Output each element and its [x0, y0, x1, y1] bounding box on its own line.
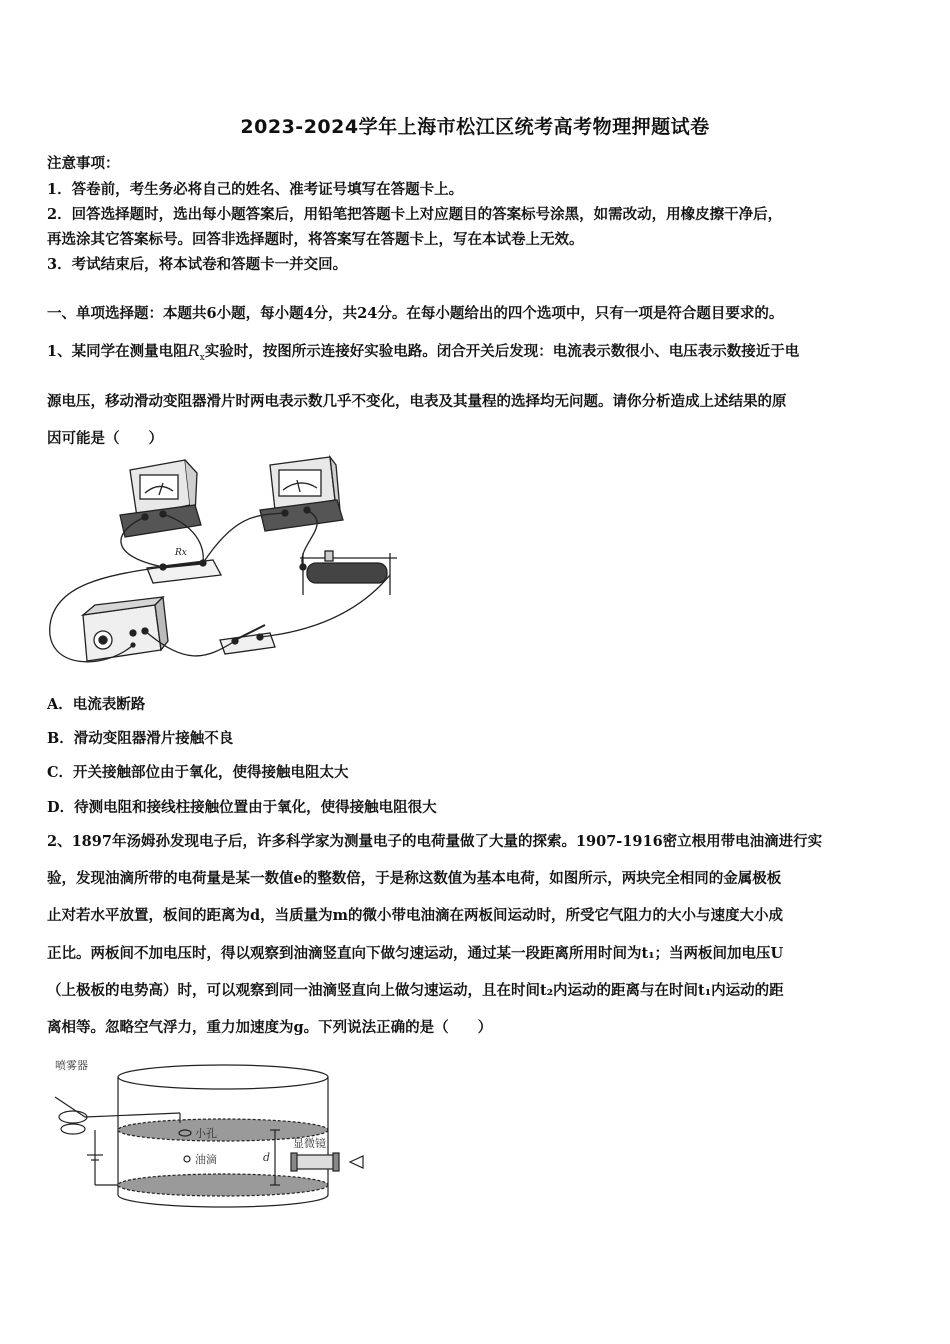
rx-letter: R [187, 341, 200, 360]
option-d: D．待测电阻和接线柱接触位置由于氧化，使得接触电阻很大 [47, 799, 437, 816]
oil-drop-figure [45, 1055, 385, 1215]
d-label: d [263, 1151, 271, 1164]
fig-rx-label: Rx [175, 548, 187, 558]
lower-plate [118, 1174, 328, 1196]
option-c: C．开关接触部位由于氧化，使得接触电阻太大 [47, 764, 349, 781]
page-title: 2023-2024学年上海市松江区统考高考物理押题试卷 [240, 116, 710, 138]
notice-item-3: 3．考试结束后，将本试卷和答题卡一并交回。 [47, 256, 348, 273]
resistor-rx-icon [147, 560, 221, 583]
option-b: B．滑动变阻器滑片接触不良 [47, 730, 234, 747]
notice-item-2-cont: 再选涂其它答案标号。回答非选择题时，将答案写在答题卡上，写在本试卷上无效。 [47, 231, 584, 248]
q1-text-before: 1、某同学在测量电阻 [47, 343, 188, 360]
q1-line-1 [47, 340, 799, 363]
q1-line-3: 因可能是（ ） [47, 430, 163, 447]
q2-line-4: 正比。两板间不加电压时，得以观察到油滴竖直向下做匀速运动，通过某一段距离所用时间为t₁；当两板间加电压U [47, 945, 784, 962]
q2-line-2: 验，发现油滴所带的电荷量是某一数值e的整数倍，于是称这数值为基本电荷，如图所示，两块完全相同的金属极板 [47, 870, 782, 887]
microscope-icon [291, 1153, 363, 1171]
q1-text-after: 实验时，按图所示连接好实验电路。闭合开关后发现：电流表示数很小、电压表示数接近于电 [204, 343, 800, 360]
q2-line-5: （上极板的电势高）时，可以观察到同一油滴竖直向上做匀速运动，且在时间t₂内运动的距离与在时间t₁内运动的距 [47, 982, 784, 999]
q2-line-1: 2、1897年汤姆孙发现电子后，许多科学家为测量电子的电荷量做了大量的探索。1907-1916密立根用带电油滴进行实 [47, 833, 823, 850]
rx-subscript: x [199, 353, 205, 364]
rx-symbol [187, 341, 205, 364]
q1-line-2: 源电压，移动滑动变阻器滑片时两电表示数几乎不变化，电表及其量程的选择均无问题。请你分析造成上述结果的原 [47, 393, 787, 410]
microscope-label: 显微镜 [293, 1137, 326, 1150]
wire [260, 575, 390, 637]
drop-label: 油滴 [195, 1153, 217, 1166]
section-heading: 一、单项选择题：本题共6小题，每小题4分，共24分。在每小题给出的四个选项中，只有一项是符合题目要求的。 [47, 305, 784, 322]
q2-line-6: 离相等。忽略空气浮力，重力加速度为g。下列说法正确的是（ ） [47, 1019, 493, 1036]
q2-line-3: 止对若水平放置，板间的距离为d，当质量为m的微小带电油滴在两板间运动时，所受它气阻力的大小与速度大小成 [47, 907, 783, 924]
cylinder-top [118, 1065, 328, 1089]
rheostat-icon [300, 551, 397, 595]
option-a: A．电流表断路 [47, 696, 146, 713]
oil-drop-icon [184, 1156, 190, 1162]
hole-label: 小孔 [195, 1127, 217, 1140]
notice-item-1: 1．答卷前，考生务必将自己的姓名、准考证号填写在答题卡上。 [47, 181, 464, 198]
switch-icon [220, 625, 275, 654]
voltmeter-icon [120, 460, 201, 537]
notice-heading: 注意事项： [47, 155, 120, 172]
sprayer-label: 喷雾器 [55, 1059, 88, 1072]
circuit-figure [45, 455, 405, 685]
ammeter-icon [260, 457, 343, 531]
notice-item-2: 2．回答选择题时，选出每小题答案后，用铅笔把答题卡上对应题目的答案标号涂黑，如需改动，用橡皮擦干净后， [47, 206, 783, 223]
